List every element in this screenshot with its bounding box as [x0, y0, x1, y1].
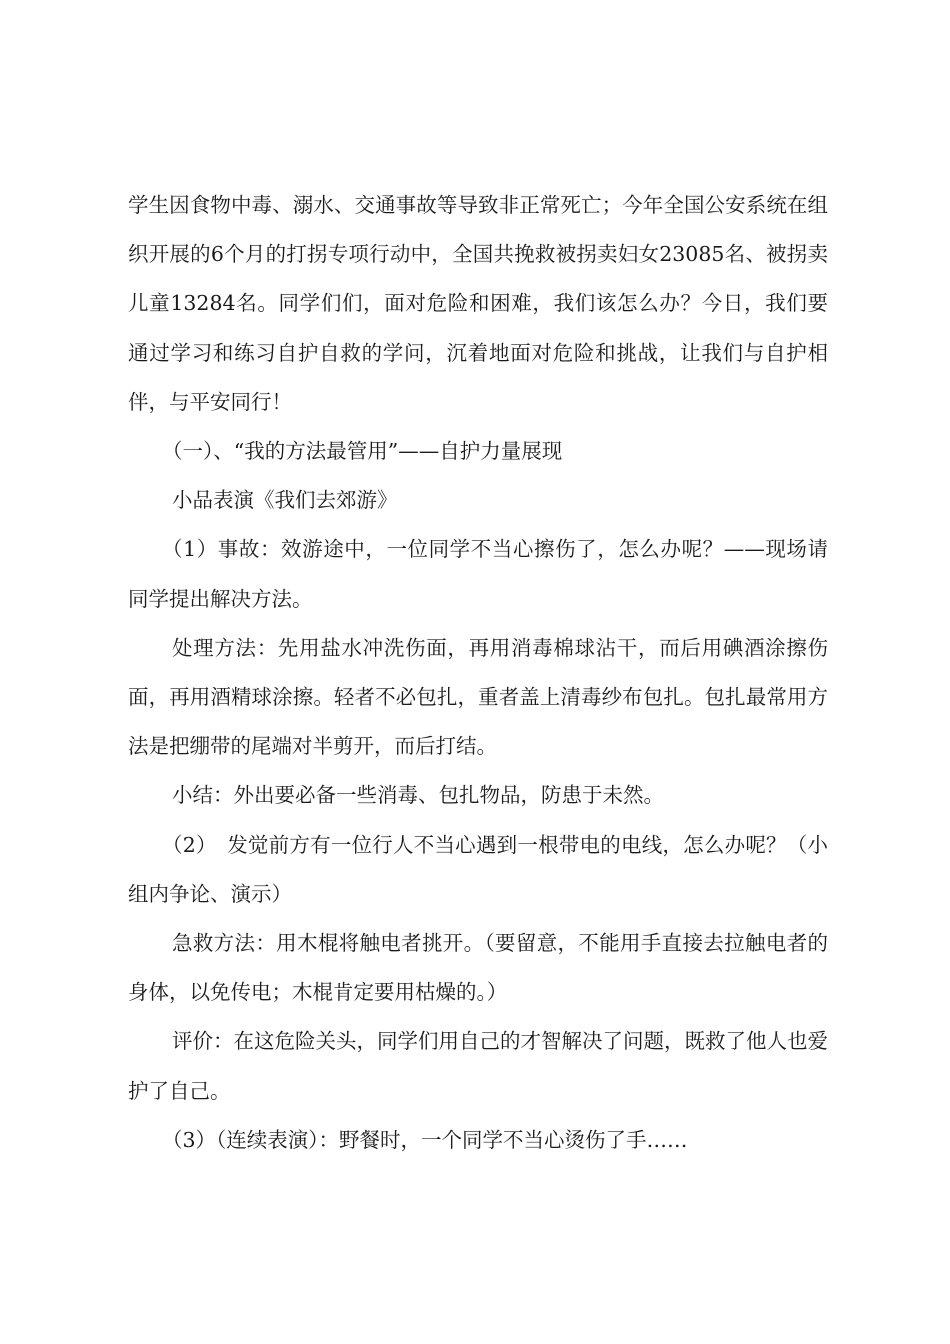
- section-heading-1: （一）、“我的方法最管用”——自护力量展现: [162, 439, 563, 464]
- paragraph-first-aid: 急救方法：用木棍将触电者挑开。（要留意，不能用手直接去拉触电者的身体，以免传电；木棍肯定要用枯燥的。）: [128, 931, 828, 1005]
- paragraph-evaluation: 评价：在这危险关头，同学们用自己的才智解决了问题，既救了他人也爱护了自己。: [128, 1029, 828, 1103]
- document-body: [128, 181, 828, 1165]
- paragraph-summary: 小结：外出要必备一些消毒、包扎物品，防患于未然。: [172, 783, 664, 808]
- paragraph-treatment: 处理方法：先用盐水冲洗伤面，再用消毒棉球沾干，而后用碘酒涂擦伤面，再用酒精球涂擦。轻者不必包扎，重者盖上清毒纱布包扎。包扎最常用方法是把绷带的尾端对半剪开，而后打结。: [128, 635, 828, 759]
- paragraph-incident-2: （2） 发觉前方有一位行人不当心遇到一根带电的电线，怎么办呢？（小组内争论、演示）: [128, 832, 828, 906]
- skit-title: 小品表演《我们去郊游》: [172, 488, 398, 513]
- paragraph-intro: 学生因食物中毒、溺水、交通事故等导致非正常死亡；今年全国公安系统在组织开展的6个月的打拐专项行动中，全国共挽救被拐卖妇女23085名、被拐卖儿童13284名。同学们们，面对危险和困难，我们该怎么办？今日，我们要通过学习和练习自护自救的学问，沉着地面对危险和挑战，让我们与自护相伴，与平安同行！: [128, 193, 828, 414]
- paragraph-incident-3: （3）（连续表演）：野餐时，一个同学不当心烫伤了手……: [162, 1127, 688, 1152]
- paragraph-incident-1: （1）事故：效游途中，一位同学不当心擦伤了，怎么办呢？——现场请同学提出解决方法。: [128, 537, 828, 611]
